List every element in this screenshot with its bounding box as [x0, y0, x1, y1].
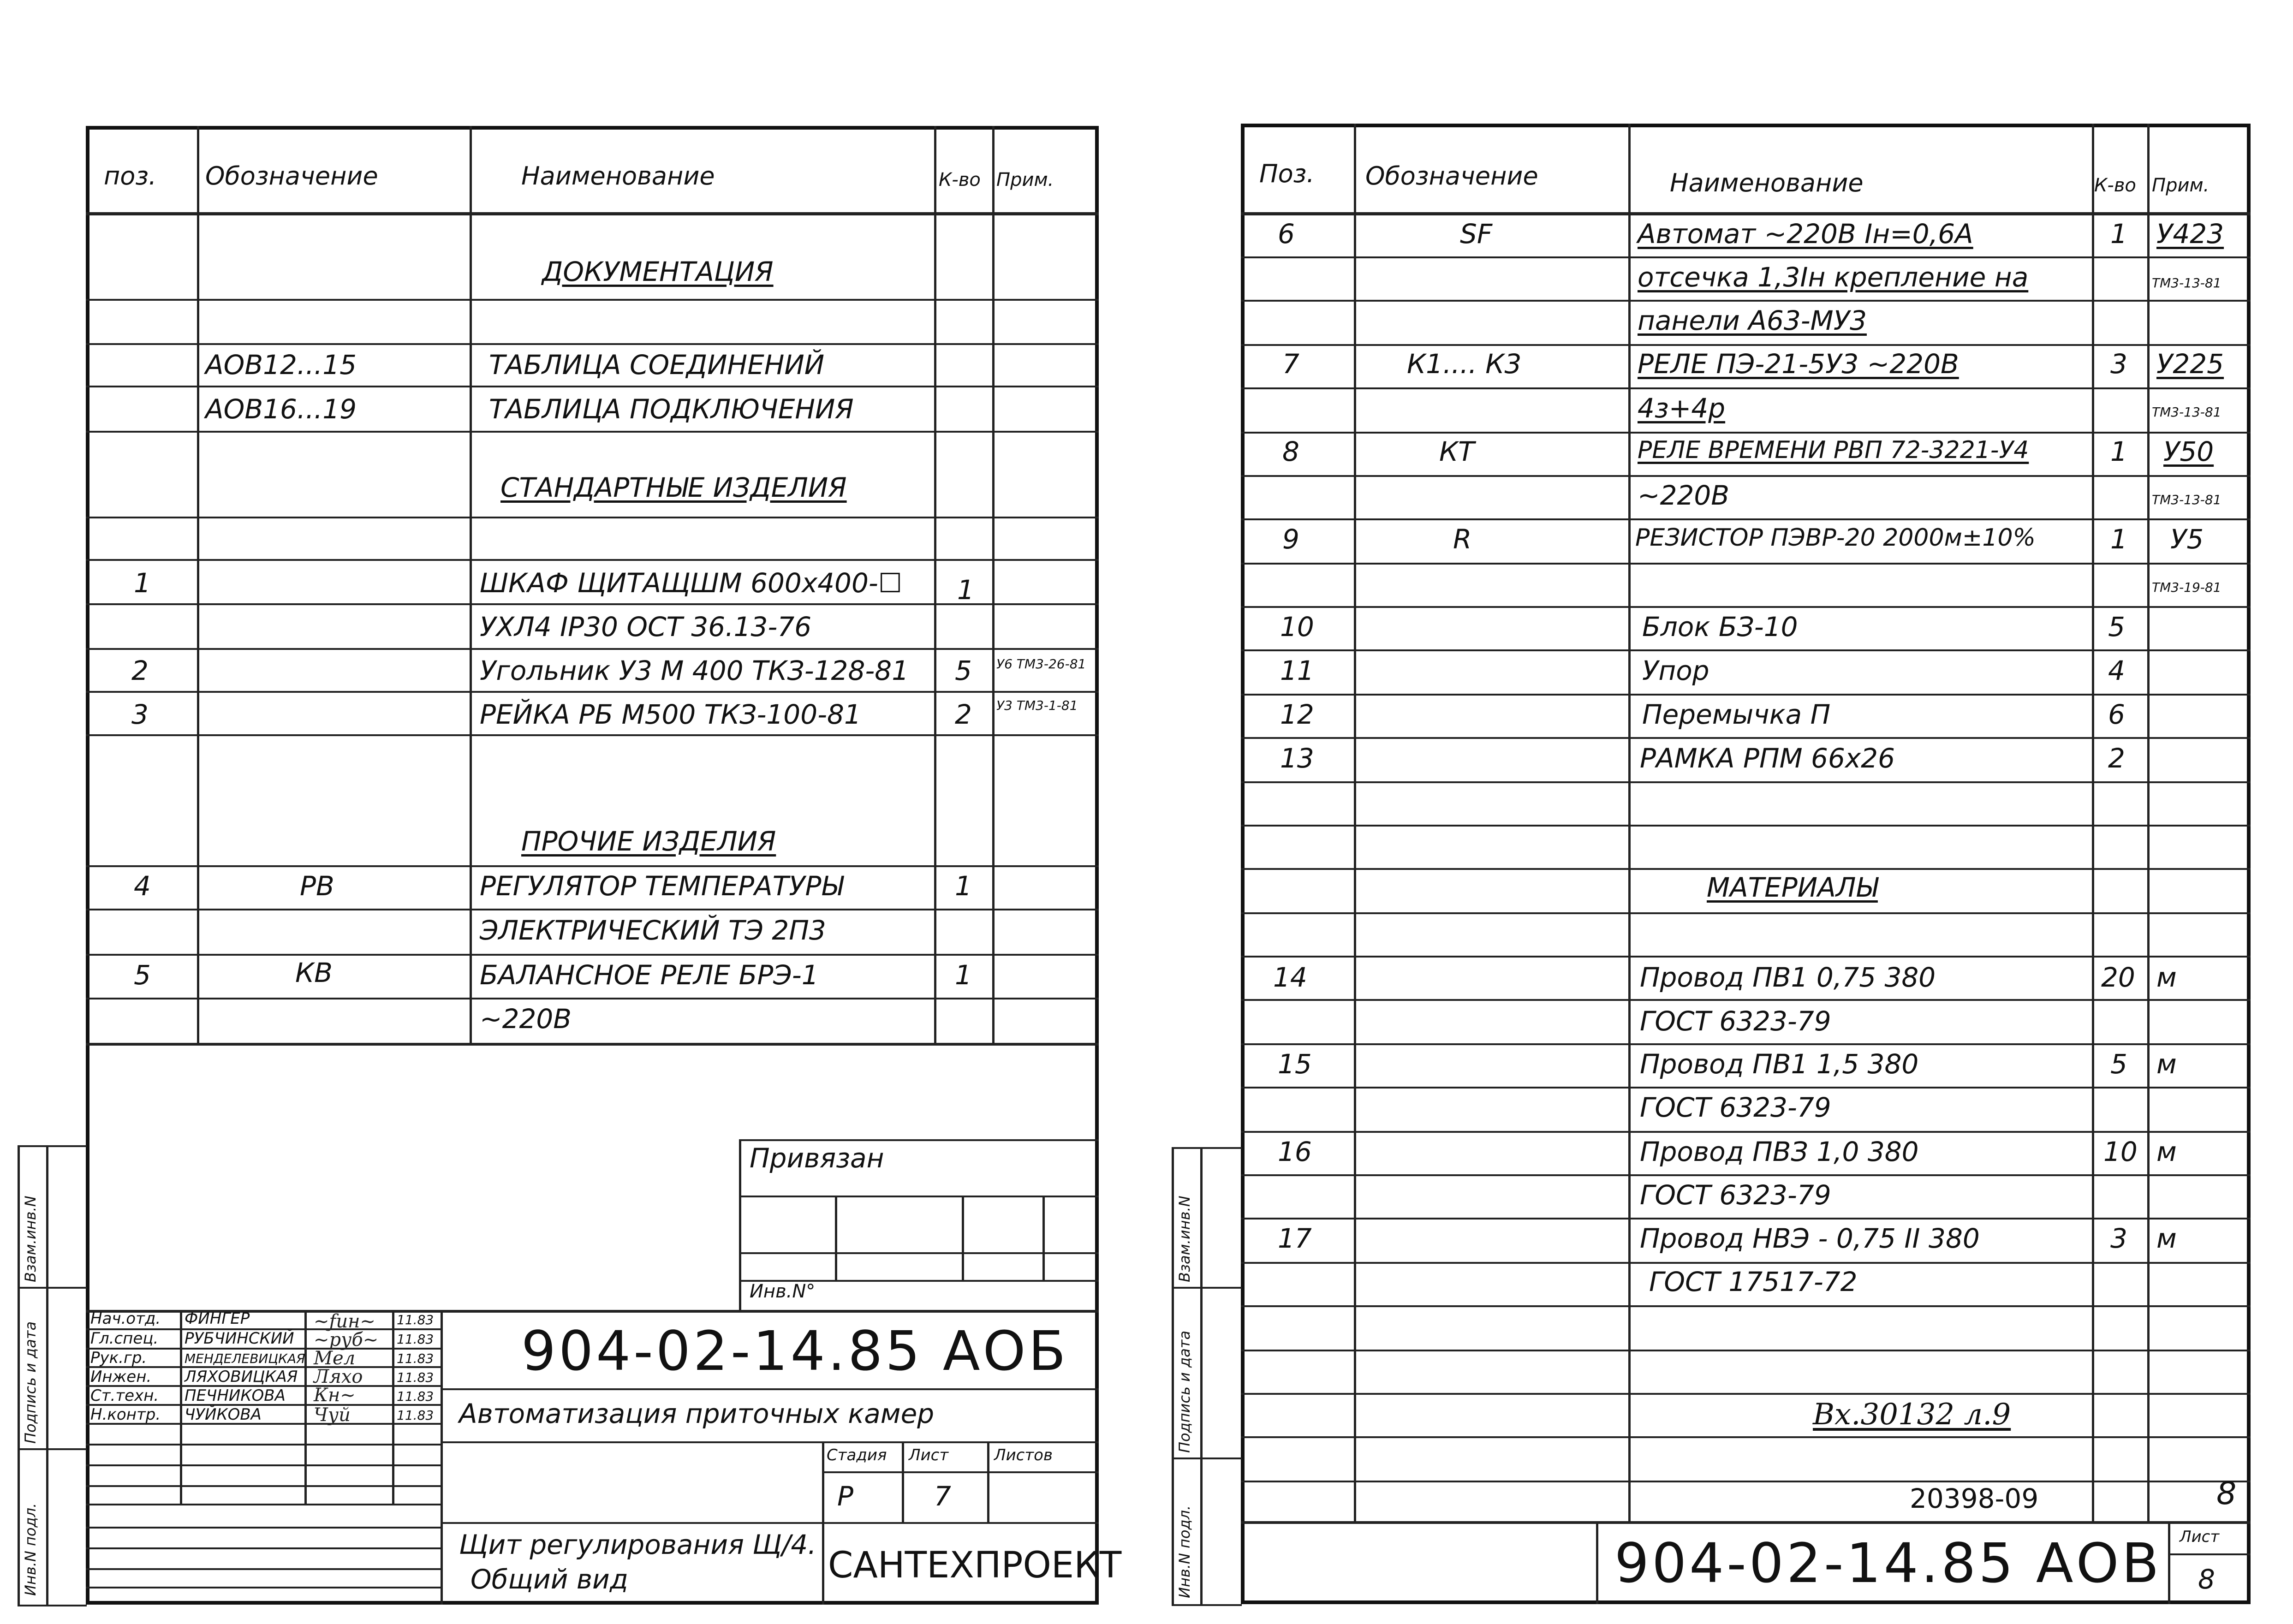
- table-cell-name: ТАБЛИЦА ПОДКЛЮЧЕНИЯ: [489, 393, 854, 425]
- table-cell-qty: 4: [2108, 655, 2125, 686]
- role-label: Нач.отд.: [90, 1309, 161, 1328]
- side-label-inv: Инв.N подл.: [1176, 1505, 1193, 1598]
- doc-code: 904-02-14.85 АОБ: [521, 1319, 1069, 1383]
- table-cell-note: м: [2156, 1136, 2177, 1167]
- table-cell-pos: 5: [134, 959, 151, 991]
- table-cell-pos: 4: [134, 870, 151, 902]
- table-cell-pos: 10: [1280, 611, 1314, 642]
- role-label: Рук.гр.: [90, 1349, 147, 1367]
- header-designation: Обозначение: [1365, 161, 1538, 190]
- table-cell-designation: КТ: [1439, 436, 1475, 467]
- table-cell-qty: 2: [955, 699, 972, 730]
- role-date: 11.83: [397, 1332, 434, 1347]
- inv-no-label: Инв.N°: [750, 1281, 816, 1302]
- table-cell-note: У3 ТМ3-1-81: [996, 698, 1078, 713]
- table-cell-qty: 5: [2108, 611, 2125, 642]
- role-name: РУБЧИНСКИЙ: [185, 1329, 294, 1348]
- role-name: ЛЯХОВИЦКАЯ: [185, 1368, 298, 1386]
- section-other-items: ПРОЧИЕ ИЗДЕЛИЯ: [521, 826, 776, 857]
- table-cell-name: РЕГУЛЯТОР ТЕМПЕРАТУРЫ: [480, 870, 843, 902]
- side-label-vzam: Взам.инв.N: [1176, 1196, 1193, 1282]
- table-cell-name: 4з+4р: [1638, 393, 1726, 424]
- table-cell-note: У423: [2156, 218, 2224, 250]
- table-cell-pos: 11: [1280, 655, 1314, 686]
- sheet-value: 7: [934, 1481, 951, 1512]
- stage-label: Стадия: [827, 1446, 887, 1464]
- side-label-inv: Инв.N подл.: [22, 1503, 39, 1596]
- table-cell-name: Автомат ~220В Iн=0,6А: [1638, 218, 1973, 250]
- table-cell-note: У5: [2170, 523, 2204, 555]
- table-cell-pos: 13: [1280, 743, 1314, 774]
- role-name: ПЕЧНИКОВА: [185, 1386, 286, 1405]
- table-cell-designation: SF: [1460, 218, 1493, 250]
- table-cell-note: У50: [2163, 436, 2214, 467]
- section-documentation: ДОКУМЕНТАЦИЯ: [542, 256, 774, 287]
- table-cell-pos: 15: [1278, 1048, 1312, 1080]
- side-label-podpis: Подпись и дата: [1176, 1330, 1193, 1453]
- signature: Чуй: [314, 1404, 351, 1426]
- table-cell-name: ГОСТ 17517-72: [1649, 1266, 1858, 1297]
- table-cell-designation: АОВ16...19: [205, 393, 357, 425]
- table-cell-pos: 16: [1278, 1136, 1312, 1167]
- table-cell-name: Провод НВЭ - 0,75 II 380: [1640, 1223, 1980, 1254]
- table-cell-pos: 9: [1282, 523, 1299, 555]
- role-label: Ст.техн.: [90, 1386, 159, 1405]
- stage-value: Р: [837, 1481, 853, 1512]
- table-cell-note: ТМ3-19-81: [2152, 580, 2222, 595]
- signature: Кн~: [314, 1385, 356, 1406]
- table-cell-qty: 3: [2110, 348, 2127, 380]
- table-cell-designation: РВ: [300, 870, 334, 902]
- table-cell-note: У225: [2156, 348, 2224, 380]
- table-cell-name: Угольник У3 М 400 ТКЗ-128-81: [480, 655, 909, 686]
- table-cell-name: ~220В: [480, 1003, 572, 1035]
- side-label-vzam: Взам.инв.N: [22, 1196, 39, 1282]
- table-cell-name: Провод ПВ1 1,5 380: [1640, 1048, 1919, 1080]
- table-cell-name: Перемычка П: [1642, 699, 1831, 730]
- table-cell-note: ТМ3-13-81: [2152, 492, 2222, 507]
- header-qty: К-во: [2094, 175, 2136, 196]
- role-label: Инжен.: [90, 1368, 152, 1386]
- sheet-title-line1: Щит регулирования Щ/4.: [459, 1529, 816, 1560]
- table-cell-name: РЕЛЕ ВРЕМЕНИ РВП 72-3221-У4: [1638, 436, 2029, 464]
- table-cell-qty: 5: [2110, 1048, 2127, 1080]
- table-cell-pos: 7: [1282, 348, 1299, 380]
- role-date: 11.83: [397, 1370, 434, 1385]
- table-cell-name: ЭЛЕКТРИЧЕСКИЙ ТЭ 2П3: [480, 915, 826, 946]
- header-designation: Обозначение: [205, 161, 378, 190]
- header-qty: К-во: [939, 169, 981, 190]
- table-cell-note: ТМ3-13-81: [2152, 405, 2222, 420]
- role-name: МЕНДЕЛЕВИЦКАЯ: [185, 1351, 305, 1366]
- handwritten-note: Вх.30132 л.9: [1813, 1398, 2011, 1432]
- sheet-title-line2: Общий вид: [471, 1564, 628, 1595]
- header-pos: Поз.: [1259, 159, 1315, 188]
- project-title: Автоматизация приточных камер: [459, 1398, 935, 1429]
- sheets-label: Листов: [994, 1446, 1053, 1464]
- table-cell-name: ШКАФ ЩИТАЩШМ 600х400-☐: [480, 567, 902, 599]
- table-cell-pos: 8: [1282, 436, 1299, 467]
- table-cell-name: УХЛ4 IP30 ОСТ 36.13-76: [480, 611, 812, 642]
- role-label: Н.контр.: [90, 1405, 161, 1424]
- table-cell-name: ГОСТ 6323-79: [1640, 1092, 1831, 1123]
- table-cell-pos: 12: [1280, 699, 1314, 730]
- table-cell-qty: 1: [2110, 436, 2127, 467]
- privyazan-label: Привязан: [750, 1142, 884, 1174]
- role-name: ЧУЙКОВА: [185, 1405, 262, 1424]
- table-cell-name: ~220В: [1638, 480, 1730, 511]
- table-cell-pos: 1: [134, 567, 151, 599]
- table-cell-name: Провод ПВЗ 1,0 380: [1640, 1136, 1919, 1167]
- table-cell-qty: 1: [2110, 523, 2127, 555]
- header-name: Наименование: [521, 161, 715, 190]
- table-cell-note: м: [2156, 962, 2177, 993]
- header-note: Прим.: [996, 169, 1054, 190]
- table-cell-qty: 1: [2110, 218, 2127, 250]
- signature: ~руб~: [314, 1329, 379, 1350]
- table-cell-name: ГОСТ 6323-79: [1640, 1179, 1831, 1211]
- role-date: 11.83: [397, 1408, 434, 1423]
- table-cell-name: РЕЙКА РБ М500 ТКЗ-100-81: [480, 699, 861, 730]
- table-cell-designation: К1.... К3: [1407, 348, 1522, 380]
- table-cell-name: БАЛАНСНОЕ РЕЛЕ БРЭ-1: [480, 959, 819, 991]
- table-cell-name: РЕЛЕ ПЭ-21-5У3 ~220В: [1638, 348, 1959, 380]
- right-side-strip-border: [1172, 1147, 1174, 1604]
- table-cell-name: Блок БЗ-10: [1642, 611, 1798, 642]
- sheet-label: Лист: [909, 1446, 949, 1464]
- table-cell-pos: 6: [1278, 218, 1295, 250]
- side-label-podpis: Подпись и дата: [22, 1321, 39, 1444]
- table-cell-designation: АОВ12...15: [205, 349, 357, 381]
- table-cell-name: РАМКА РПМ 66х26: [1640, 743, 1895, 774]
- table-cell-name: панели А63-МУ3: [1638, 305, 1867, 336]
- left-side-strip-border: [18, 1145, 20, 1605]
- table-cell-pos: 17: [1278, 1223, 1312, 1254]
- table-cell-qty: 5: [955, 655, 972, 686]
- table-cell-name: ГОСТ 6323-79: [1640, 1005, 1831, 1037]
- header-note: Прим.: [2152, 175, 2210, 196]
- organization: САНТЕХПРОЕКТ: [828, 1545, 1122, 1586]
- table-cell-qty: 6: [2108, 699, 2125, 730]
- table-cell-qty: 3: [2110, 1223, 2127, 1254]
- table-cell-name: ТАБЛИЦА СОЕДИНЕНИЙ: [489, 349, 825, 381]
- table-cell-note: ТМ3-13-81: [2152, 275, 2222, 291]
- table-cell-name: отсечка 1,3Iн крепление на: [1638, 262, 2029, 293]
- table-cell-name: Упор: [1642, 655, 1709, 686]
- archive-number: 20398-09: [1910, 1483, 2039, 1514]
- role-date: 11.83: [397, 1351, 434, 1366]
- table-cell-note: м: [2156, 1223, 2177, 1254]
- signature: Мел: [314, 1348, 356, 1369]
- signature: ~ƒин~: [314, 1311, 375, 1332]
- header-pos: поз.: [104, 161, 157, 190]
- signature: Ляхо: [314, 1366, 363, 1387]
- sheet-label: Лист: [2180, 1528, 2220, 1546]
- role-label: Гл.спец.: [90, 1329, 159, 1348]
- table-cell-qty: 1: [957, 574, 974, 606]
- table-cell-name: РЕЗИСТОР ПЭВР-20 2000м±10%: [1635, 524, 2036, 552]
- table-cell-qty: 1: [955, 870, 972, 902]
- table-cell-pos: 3: [131, 699, 149, 730]
- section-standard-items: СТАНДАРТНЫЕ ИЗДЕЛИЯ: [500, 472, 847, 503]
- table-cell-qty: 20: [2101, 962, 2135, 993]
- table-cell-designation: R: [1453, 523, 1472, 555]
- role-date: 11.83: [397, 1312, 434, 1327]
- table-cell-note: У6 ТМ3-26-81: [996, 656, 1086, 672]
- role-date: 11.83: [397, 1389, 434, 1404]
- table-cell-qty: 10: [2103, 1136, 2138, 1167]
- table-cell-pos: 14: [1273, 962, 1307, 993]
- table-cell-designation: КВ: [295, 957, 333, 988]
- doc-code: 904-02-14.85 АОВ: [1614, 1531, 2162, 1595]
- table-cell-qty: 1: [955, 959, 972, 991]
- table-cell-name: Провод ПВ1 0,75 380: [1640, 962, 1936, 993]
- corner-sheet-number: 8: [2216, 1475, 2237, 1512]
- header-name: Наименование: [1670, 168, 1864, 197]
- table-cell-qty: 2: [2108, 743, 2125, 774]
- table-cell-pos: 2: [131, 655, 149, 686]
- sheet-value: 8: [2198, 1564, 2215, 1595]
- section-materials: МАТЕРИАЛЫ: [1707, 872, 1878, 903]
- table-cell-note: м: [2156, 1048, 2177, 1080]
- role-name: ФИНГЕР: [185, 1309, 250, 1328]
